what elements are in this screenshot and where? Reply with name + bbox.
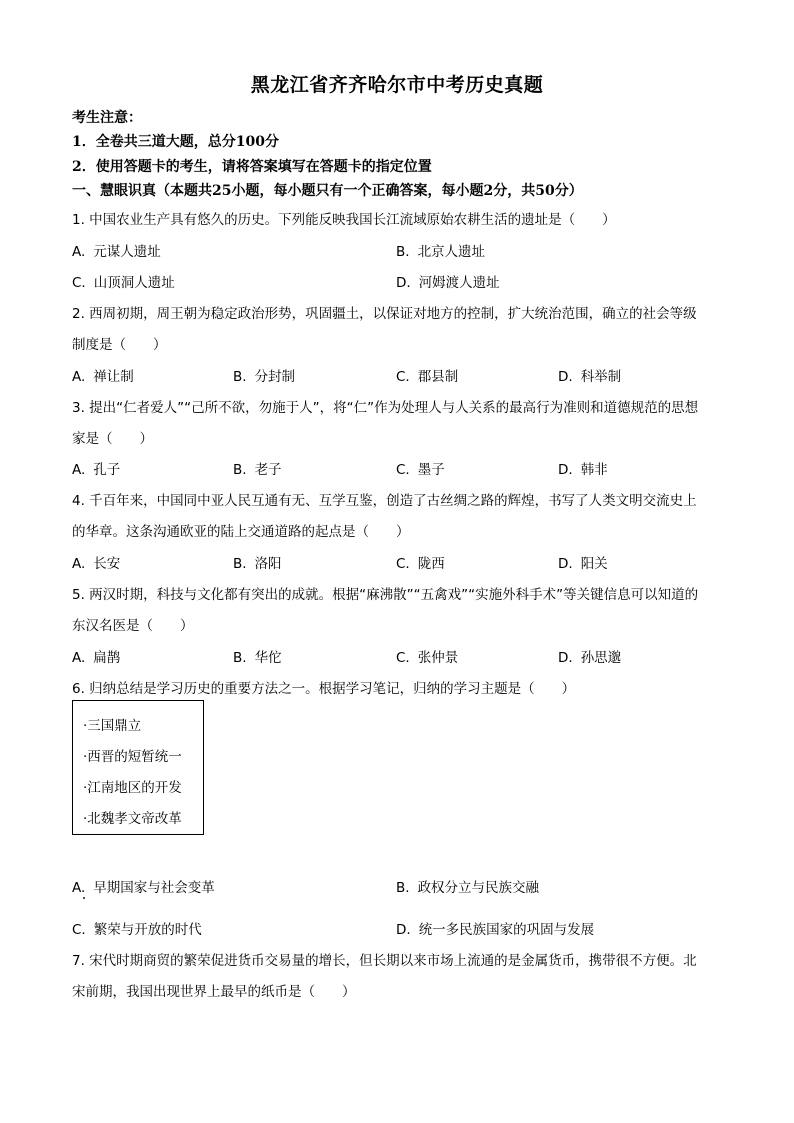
option-label: A. [72,650,86,666]
option-text: 分封制 [254,369,296,385]
question-4-stem-line-2: 的华章。这条沟通欧亚的陆上交通道路的起点是（ ） [72,524,410,540]
q2-option-c [396,365,458,385]
q4-option-d [558,552,608,572]
q3-option-c [396,458,445,478]
option-text: 禅让制 [93,369,134,385]
q2-option-b [233,365,295,385]
q3-option-d [558,458,608,478]
option-text: 墨子 [417,462,445,478]
q6-option-b [396,876,539,896]
question-5-stem-line-1: 5. 两汉时期，科技与文化都有突出的成就。根据“麻沸散”“五禽戏”“实施外科手术”等关键信息可以知道的 [72,587,699,603]
q2-option-a [72,365,134,385]
q6-option-c [72,918,202,938]
q1-option-b [396,240,485,260]
note-item: ·三国鼎立 [83,718,142,734]
option-text: 长安 [93,556,121,572]
question-1-stem: 1. 中国农业生产具有悠久的历史。下列能反映我国长江流域原始农耕生活的遗址是（ ） [72,212,616,228]
question-3-stem-line-2: 家是（ ） [72,431,153,447]
q2-option-d [558,365,621,385]
option-label: A. [72,462,86,478]
option-label: C. [72,275,86,291]
option-label: B. [233,369,247,385]
q4-option-a [72,552,120,572]
option-label: A. [72,556,86,572]
stray-dot [83,897,85,899]
note-item: ·北魏孝文帝改革 [83,811,182,827]
option-label: D. [558,369,573,385]
option-text: 张仲景 [417,650,459,666]
option-text: 洛阳 [254,556,282,572]
option-text: 孔子 [93,462,121,478]
question-4-stem-line-1: 4. 千百年来，中国同中亚人民互通有无、互学互鉴，创造了古丝绸之路的辉煌，书写了人类文明交流史上 [72,493,697,509]
option-label: D. [396,275,411,291]
study-notes-box [72,700,204,835]
question-5-stem-line-2: 东汉名医是（ ） [72,618,194,634]
option-label: C. [396,369,410,385]
option-text: 华佗 [254,650,282,666]
option-text: 老子 [254,462,282,478]
q6-option-d [396,918,594,938]
option-label: D. [558,462,573,478]
page-title: 黑龙江省齐齐哈尔市中考历史真题 [250,74,544,96]
option-label: C. [396,556,410,572]
question-2-stem-line-2: 制度是（ ） [72,337,167,353]
option-text: 科举制 [580,369,622,385]
option-text: 阳关 [580,556,608,572]
option-text: 元谋人遗址 [93,244,161,260]
option-text: 北京人遗址 [417,244,486,260]
option-label: D. [558,556,573,572]
q3-option-b [233,458,282,478]
option-label: A. [72,244,86,260]
option-label: B. [233,462,247,478]
question-3-stem-line-1: 3. 提出“仁者爱人”“己所不欲，勿施于人”，将“仁”作为处理人与人关系的最高行为准则和道德规范的思想 [72,400,699,416]
question-7-stem-line-1: 7. 宋代时期商贸的繁荣促进货币交易量的增长，但长期以来市场上流通的是金属货币，携带很不方便。北 [72,953,697,969]
question-6-stem: 6. 归纳总结是学习历史的重要方法之一。根据学习笔记，归纳的学习主题是（ ） [72,681,576,697]
notice-item-1: 1．全卷共三道大题，总分100分 [72,134,279,150]
q5-option-a [72,646,120,666]
option-text: 韩非 [580,462,608,478]
option-label: B. [233,650,247,666]
option-text: 河姆渡人遗址 [418,275,500,291]
note-item: ·江南地区的开发 [83,780,182,796]
q6-option-a [72,876,215,896]
option-label: B. [396,880,410,896]
section-heading: 一、慧眼识真（本题共25小题，每小题只有一个正确答案，每小题2分，共50分） [72,183,583,199]
option-text: 陇西 [417,556,445,572]
question-7-stem-line-2: 宋前期，我国出现世界上最早的纸币是（ ） [72,984,356,1000]
q1-option-d [396,271,500,291]
question-2-stem-line-1: 2. 西周初期，周王朝为稳定政治形势，巩固疆土，以保证对地方的控制，扩大统治范围，确立的社会等级 [72,306,697,322]
q4-option-b [233,552,282,572]
q5-option-d [558,646,621,666]
option-label: D. [396,922,411,938]
q3-option-a [72,458,120,478]
notice-item-2: 2．使用答题卡的考生，请将答案填写在答题卡的指定位置 [72,159,432,175]
option-text: 孙思邈 [580,650,622,666]
q4-option-c [396,552,445,572]
option-label: A. [72,880,86,896]
q5-option-b [233,646,282,666]
option-label: A. [72,369,86,385]
option-text: 扁鹊 [93,650,121,666]
option-label: D. [558,650,573,666]
option-text: 山顶洞人遗址 [93,275,175,291]
option-label: C. [72,922,86,938]
option-text: 繁荣与开放的时代 [93,922,202,938]
option-label: C. [396,462,410,478]
q1-option-c [72,271,175,291]
option-text: 统一多民族国家的巩固与发展 [418,922,595,938]
option-label: B. [396,244,410,260]
option-text: 政权分立与民族交融 [417,880,540,896]
notice-heading: 考生注意： [72,110,142,126]
option-label: C. [396,650,410,666]
option-text: 早期国家与社会变革 [93,880,215,896]
option-label: B. [233,556,247,572]
q5-option-c [396,646,458,666]
option-text: 郡县制 [417,369,459,385]
note-item: ·西晋的短暂统一 [83,749,182,765]
q1-option-a [72,240,161,260]
